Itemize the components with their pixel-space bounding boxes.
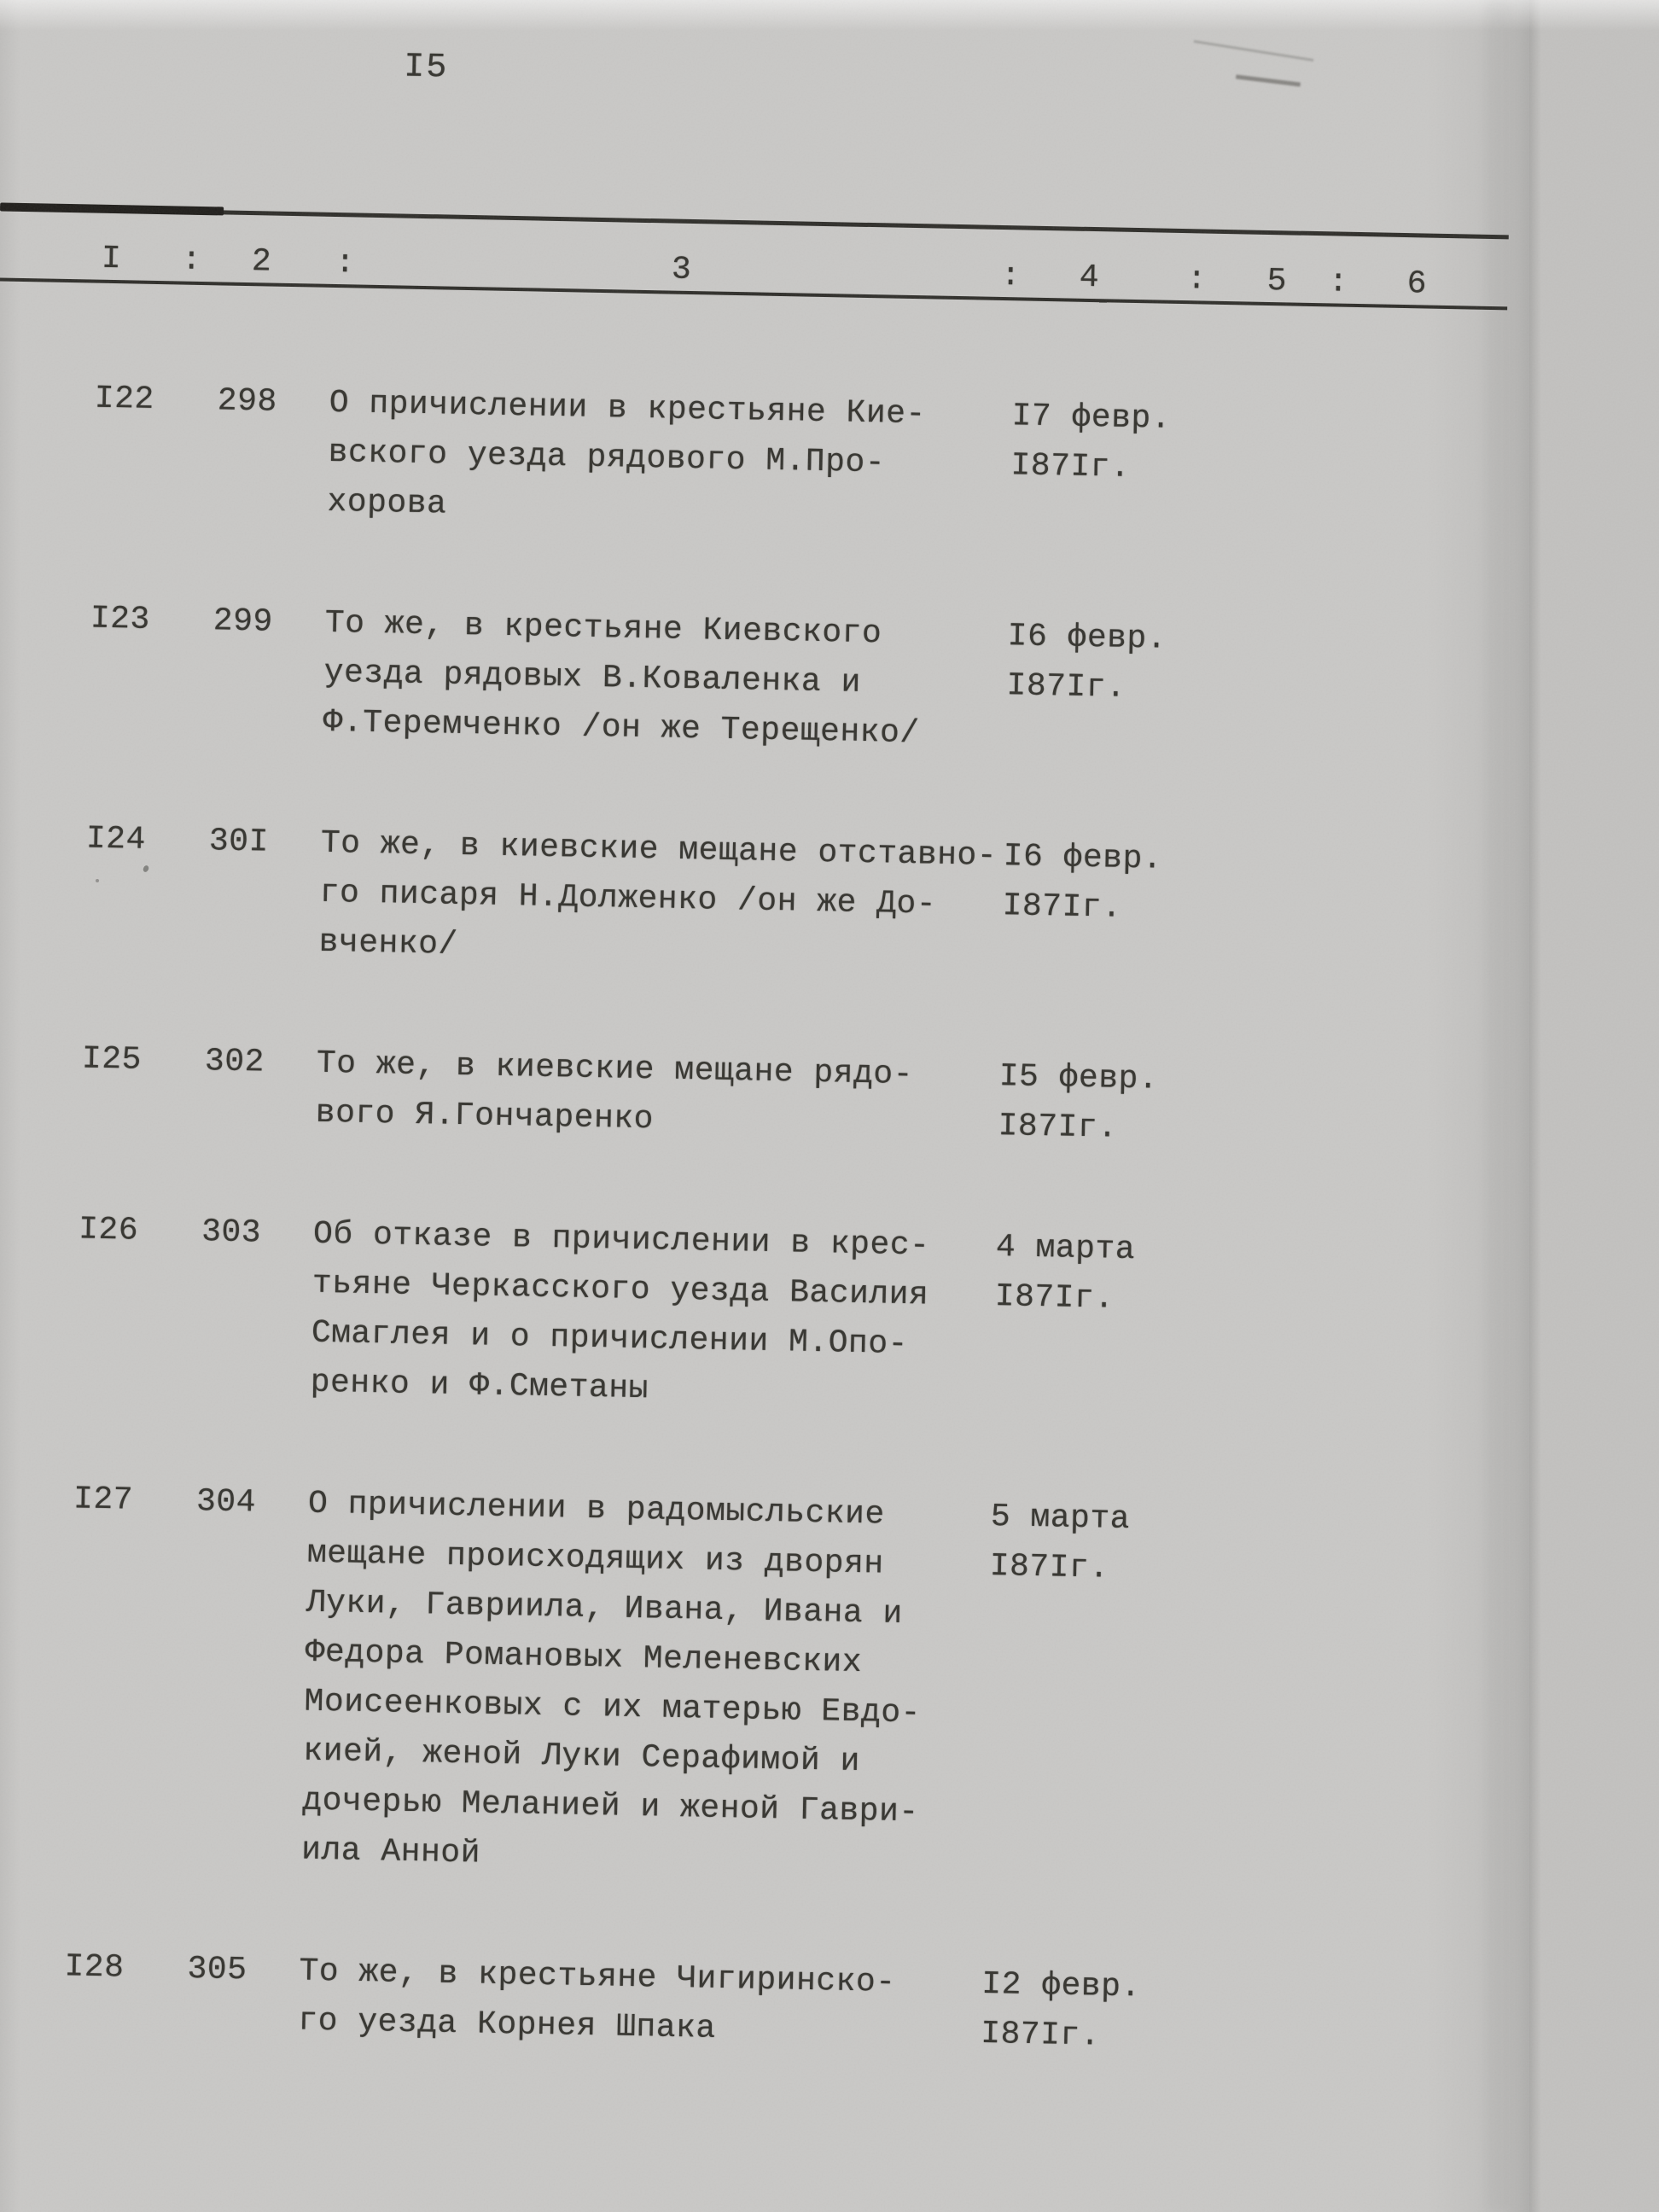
case-number: 302	[204, 1043, 265, 1081]
table-row	[0, 1473, 1511, 1898]
column-header-6: 6	[1406, 265, 1428, 303]
column-header-4: 4	[1079, 259, 1100, 297]
case-date: I6 февр. I87Iг.	[1006, 618, 1167, 707]
column-separator: :	[1328, 264, 1349, 301]
case-number: 304	[195, 1483, 257, 1522]
column-separator: :	[1186, 261, 1208, 299]
table-row	[0, 812, 1524, 991]
table-row	[0, 1203, 1516, 1431]
entry-number: I28	[64, 1948, 125, 1987]
case-number: 303	[201, 1214, 262, 1252]
case-number: 299	[212, 602, 274, 641]
case-title: То же, в крестьяне Киевского уезда рядовых В.Коваленка и Ф.Теремченко /он же Терещенко/	[323, 604, 921, 753]
table-row	[0, 592, 1528, 771]
entry-number: I26	[78, 1211, 139, 1249]
entry-number: I27	[73, 1481, 134, 1519]
case-number: 298	[217, 382, 278, 421]
entry-number: I23	[90, 600, 151, 638]
entry-number: I24	[85, 820, 147, 859]
column-header-5: 5	[1266, 262, 1288, 300]
case-title: О причислении в радомысльские мещане происходящих из дворян Луки, Гавриила, Ивана, Ивана и Федора Романовых Меленевских Моисеенковых с их матерью Евдо- кией, женой Луки Серафимой и дочерью Меланией и женой Гаври- ила Анной	[300, 1485, 922, 1872]
case-date: I6 февр. I87Iг.	[1002, 838, 1163, 927]
table-row	[0, 372, 1533, 550]
case-number: 30I	[208, 823, 270, 861]
table-header	[0, 206, 1509, 310]
case-date: 4 марта I87Iг.	[994, 1229, 1136, 1318]
column-separator: :	[335, 244, 356, 282]
column-header-3: 3	[671, 251, 692, 288]
column-header-1: I	[101, 240, 122, 278]
table-row	[0, 1941, 1503, 2069]
case-date: 5 марта I87Iг.	[989, 1498, 1131, 1587]
case-title: Об отказе в причислении в крес- тьяне Черкасского уезда Василия Смаглея и о причислении М.Опо- ренко и Ф.Сметаны	[310, 1215, 930, 1408]
case-date: I7 февр. I87Iг.	[1010, 398, 1172, 486]
entry-number: I25	[81, 1040, 143, 1079]
case-title: О причислении в крестьяне Кие- вского уезда рядового М.Про- хорова	[327, 384, 927, 523]
case-number: 305	[187, 1951, 247, 1989]
column-separator: :	[1000, 257, 1022, 295]
entry-list	[0, 372, 1533, 2140]
entry-number: I22	[94, 380, 155, 418]
table-row	[0, 1033, 1520, 1161]
column-separator: :	[181, 242, 202, 279]
case-date: I5 февр. I87Iг.	[998, 1058, 1159, 1147]
page-number: I5	[403, 48, 449, 88]
case-title: То же, в киевские мещане рядо- вого Я.Гончаренко	[315, 1045, 914, 1138]
column-header-2: 2	[251, 243, 272, 281]
case-title: То же, в киевские мещане отставно- го писаря Н.Долженко /он же До- вченко/	[318, 824, 998, 963]
case-title: То же, в крестьяне Чигиринско- го уезда Корнея Шпака	[297, 1953, 896, 2047]
case-date: I2 февр. I87Iг.	[980, 1965, 1142, 2055]
